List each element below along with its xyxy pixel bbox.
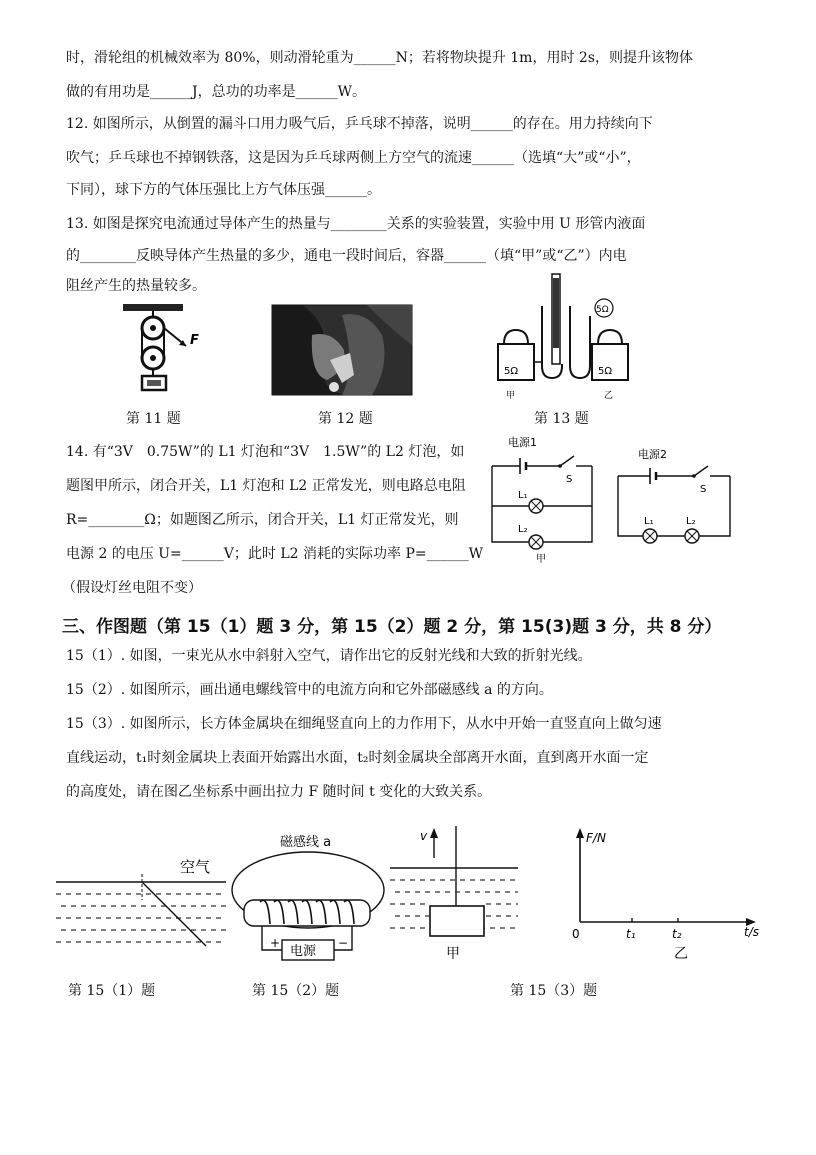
figure-15-1-refraction (56, 850, 226, 960)
circuit-yi-source-label: 电源2 (638, 448, 667, 461)
text-line-8: 阻丝产生的热量较多。 (66, 278, 206, 294)
q14-line-5: （假设灯丝电阻不变） (62, 580, 202, 596)
q15-line-3: 15（3）. 如图所示，长方体金属块在细绳竖直向上的力作用下，从水中开始一直竖直向上做匀速 (66, 716, 662, 732)
text-line-5: 下同），球下方的气体压强比上方气体压强______。 (66, 182, 381, 198)
circuit-yi-l2-label: L₂ (686, 516, 696, 527)
circuit-jia-source-label: 电源1 (508, 436, 537, 449)
figure-15-3-jia-label: 甲 (446, 946, 460, 962)
figure-15-3-yaxis-label: F/N (586, 831, 606, 845)
caption-fig-13: 第 13 题 (534, 411, 589, 427)
figure-15-2-minus-label: − (338, 936, 349, 950)
caption-fig-15-2: 第 15（2）题 (252, 983, 340, 999)
text-line-6: 13. 如图是探究电流通过导体产生的热量与________关系的实验装置，实验中用 U 形管内液面 (66, 216, 646, 232)
q15-line-4: 直线运动，t₁时刻金属块上表面开始露出水面，t₂时刻金属块全部离开水面，直到离开水面一定 (66, 750, 649, 766)
section-3-title: 三、作图题（第 15（1）题 3 分，第 15（2）题 2 分，第 15(3)题 3 分，共 8 分） (62, 617, 722, 637)
text-line-1: 时，滑轮组的机械效率为 80%，则动滑轮重为______N；若将物块提升 1m，用时 2s，则提升该物体 (66, 50, 693, 66)
figure-13-external-resistor-label: 5Ω (596, 305, 609, 315)
circuit-jia-switch-label: S (566, 474, 573, 485)
figure-12-photo (272, 305, 412, 395)
figure-13-jia-label: 甲 (506, 391, 516, 401)
figure-13-yi-label: 乙 (604, 391, 614, 401)
circuit-jia-caption: 甲 (536, 554, 546, 565)
figure-15-3-t2-label: t₂ (672, 927, 682, 941)
figure-15-2-source-label: 电源 (290, 944, 317, 959)
text-line-2: 做的有用功是______J，总功的功率是______W。 (66, 84, 367, 100)
q15-line-2: 15（2）. 如图所示，画出通电螺线管中的电流方向和它外部磁感线 a 的方向。 (66, 682, 553, 698)
q14-line-2: 题图甲所示，闭合开关，L1 灯泡和 L2 正常发光，则电路总电阻 (66, 478, 466, 494)
text-line-7: 的________反映导体产生热量的多少，通电一段时间后，容器______（填“甲”或“乙”）内电 (66, 248, 627, 264)
circuit-yi-switch-label: S (700, 484, 707, 495)
figure-15-3-origin-label: 0 (572, 927, 580, 941)
q15-line-5: 的高度处，请在图乙坐标系中画出拉力 F 随时间 t 变化的大致关系。 (66, 784, 492, 800)
caption-fig-15-3: 第 15（3）题 (510, 983, 598, 999)
figure-15-2-solenoid (230, 828, 390, 968)
caption-fig-12: 第 12 题 (318, 411, 373, 427)
q15-line-1: 15（1）. 如图，一束光从水中斜射入空气，请作出它的反射光线和大致的折射光线。 (66, 648, 592, 664)
circuit-jia-l1-label: L₁ (518, 490, 528, 501)
figure-13-right-resistor-label: 5Ω (598, 366, 613, 377)
q14-line-1: 14. 有“3V 0.75W”的 L1 灯泡和“3V 1.5W”的 L2 灯泡，如 (66, 444, 465, 460)
circuit-yi-l1-label: L₁ (644, 516, 654, 527)
figure-15-3-xaxis-label: t/s (744, 925, 759, 939)
q14-line-4: 电源 2 的电压 U=______V；此时 L2 消耗的实际功率 P=______W (66, 546, 483, 562)
caption-fig-15-1: 第 15（1）题 (68, 983, 156, 999)
figure-11-force-label: F (190, 333, 199, 348)
circuit-jia (482, 432, 602, 567)
figure-15-3-yi-axes (566, 826, 766, 966)
circuit-yi (612, 444, 736, 544)
q14-line-3: R=________Ω；如题图乙所示，闭合开关，L1 灯正常发光，则 (66, 512, 459, 528)
figure-15-2-plus-label: + (270, 936, 281, 950)
circuit-jia-l2-label: L₂ (518, 524, 528, 535)
figure-15-3-yi-label: 乙 (674, 946, 688, 962)
figure-15-3-t1-label: t₁ (626, 927, 636, 941)
text-line-3: 12. 如图所示，从倒置的漏斗口用力吸气后，乒乓球不掉落，说明______的存在。用力持续向下 (66, 116, 653, 132)
figure-15-3-velocity-label: v (420, 829, 428, 843)
figure-11-pulley (118, 300, 208, 400)
figure-15-1-air-label: 空气 (180, 858, 211, 876)
figure-13-experiment (492, 266, 642, 406)
figure-15-2-field-label: 磁感线 a (280, 835, 332, 850)
figure-15-3-jia-block (390, 826, 518, 966)
text-line-4: 吹气；乒乓球也不掉钢铁落，这是因为乒乓球两侧上方空气的流速______（选填“大”或“小”， (66, 150, 641, 166)
caption-fig-11: 第 11 题 (126, 411, 181, 427)
figure-13-left-resistor-label: 5Ω (504, 366, 519, 377)
